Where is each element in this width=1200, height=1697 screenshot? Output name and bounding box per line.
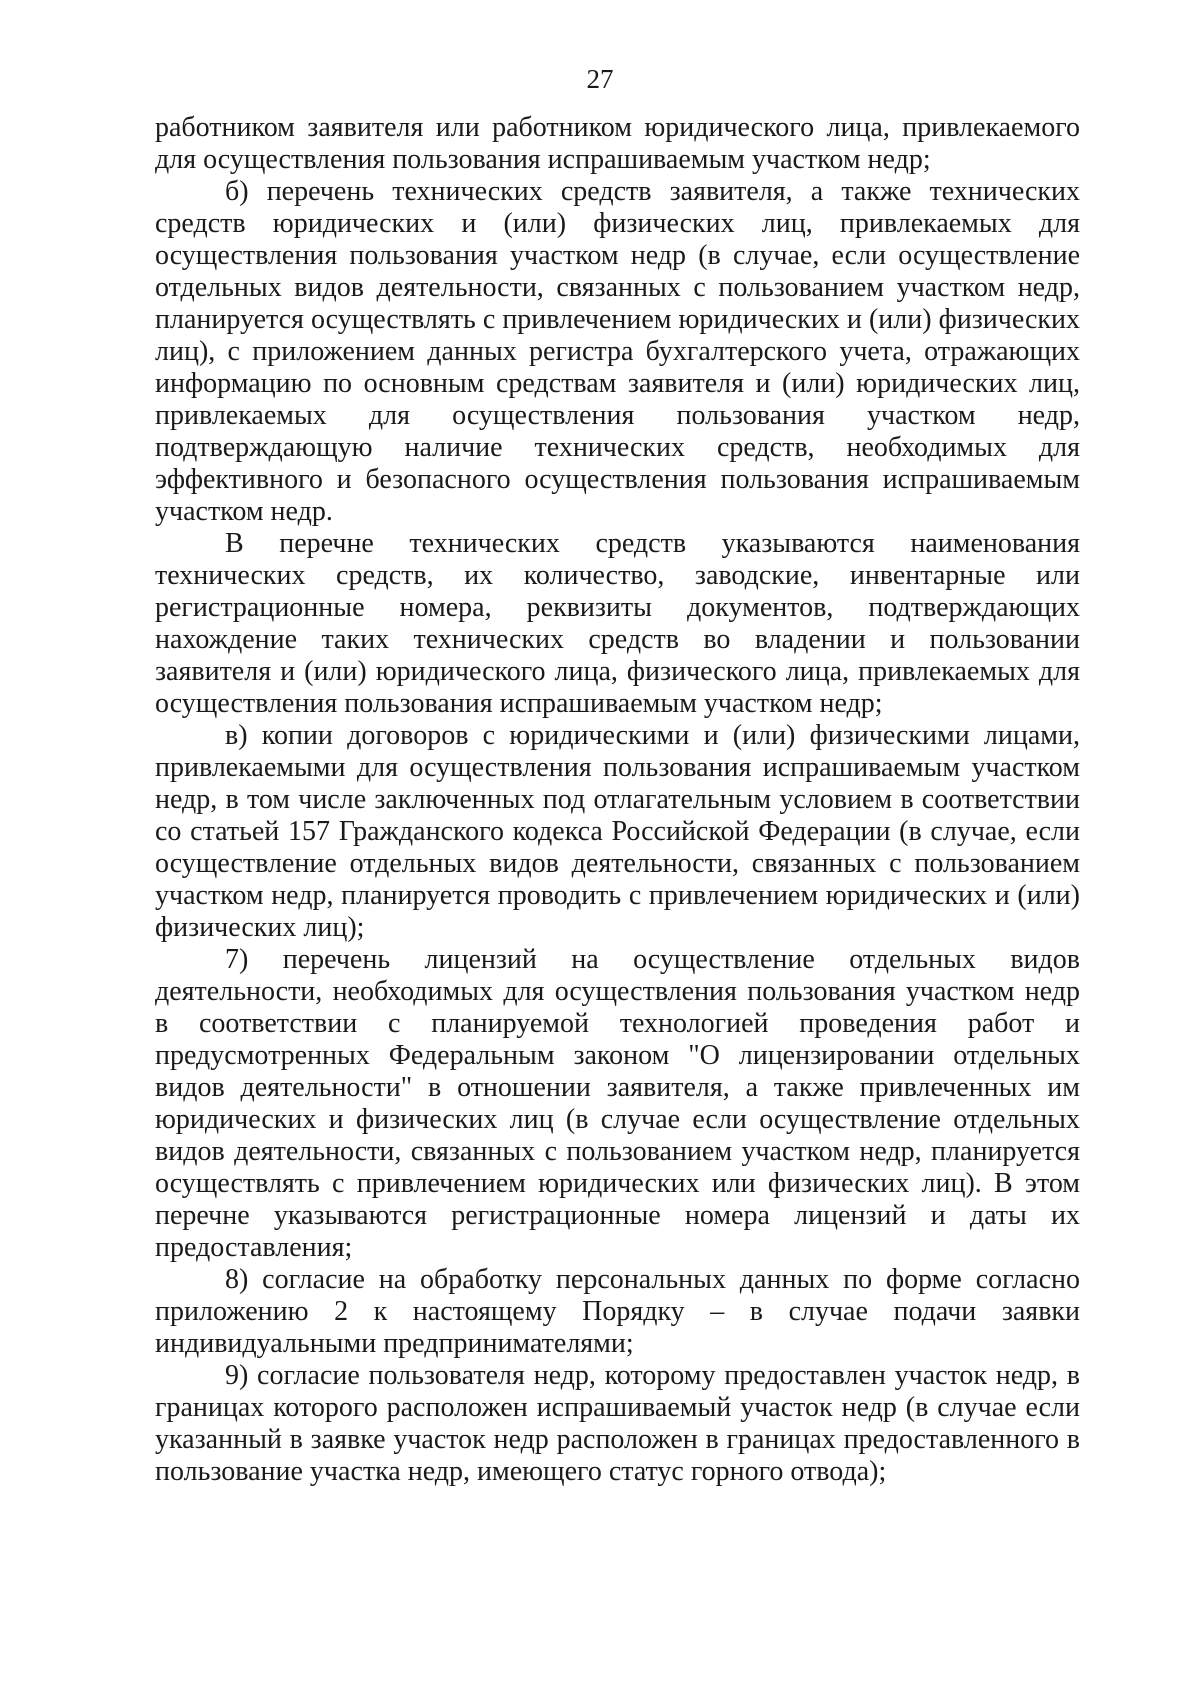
- paragraph-continuation: работником заявителя или работником юридического лица, привлекаемого для осуществления пользования испрашиваемым участком недр;: [155, 112, 1080, 175]
- paragraph-8-consent-personal-data: 8) согласие на обработку персональных данных по форме согласно приложению 2 к настоящему Порядку – в случае подачи заявки индивидуальными предпринимателями;: [155, 1264, 1080, 1359]
- document-body: [155, 112, 1080, 1488]
- paragraph-v-contracts: в) копии договоров с юридическими и (или) физическими лицами, привлекаемыми для осуществления пользования испрашиваемым участком недр, в том числе заключенных под отлагательным условием в соответствии со статьей 157 Гражданского кодекса Российской Федерации (в случае, если осуществление отдельных видов деятельности, связанных с пользованием участком недр, планируется проводить с привлечением юридических и (или) физических лиц);: [155, 720, 1080, 943]
- paragraph-9-consent-subsoil-user: 9) согласие пользователя недр, которому предоставлен участок недр, в границах которого расположен испрашиваемый участок недр (в случае если указанный в заявке участок недр расположен в границах предоставленного в пользование участка недр, имеющего статус горного отвода);: [155, 1360, 1080, 1487]
- page-number: 27: [586, 64, 614, 94]
- paragraph-7-licenses: 7) перечень лицензий на осуществление отдельных видов деятельности, необходимых для осуществления пользования участком недр в соответствии с планируемой технологией проведения работ и предусмотренных Федеральным законом "О лицензировании отдельных видов деятельности" в отношении заявителя, а также привлеченных им юридических и физических лиц (в случае если осуществление отдельных видов деятельности, связанных с пользованием участком недр, планируется осуществлять с привлечением юридических или физических лиц). В этом перечне указываются регистрационные номера лицензий и даты их предоставления;: [155, 944, 1080, 1263]
- paragraph-technical-means-list: В перечне технических средств указываются наименования технических средств, их количество, заводские, инвентарные или регистрационные номера, реквизиты документов, подтверждающих нахождение таких технических средств во владении и пользовании заявителя и (или) юридического лица, физического лица, привлекаемых для осуществления пользования испрашиваемым участком недр;: [155, 528, 1080, 719]
- paragraph-b-technical-means: б) перечень технических средств заявителя, а также технических средств юридических и (или) физических лиц, привлекаемых для осуществления пользования участком недр (в случае, если осуществление отдельных видов деятельности, связанных с пользованием участком недр, планируется осуществлять с привлечением юридических и (или) физических лиц), с приложением данных регистра бухгалтерского учета, отражающих информацию по основным средствам заявителя и (или) юридических лиц, привлекаемых для осуществления пользования участком недр, подтверждающую наличие технических средств, необходимых для эффективного и безопасного осуществления пользования испрашиваемым участком недр.: [155, 176, 1080, 527]
